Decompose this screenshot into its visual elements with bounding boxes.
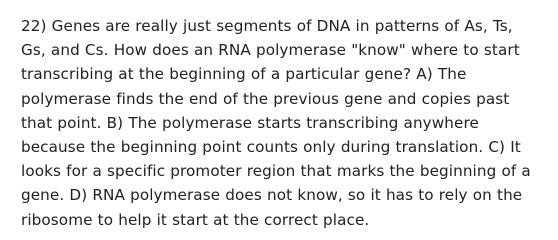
- question-text: 22) Genes are really just segments of DNA in patterns of As, Ts, Gs, and Cs. How does an RNA polymerase "know" where to start transcribing at the beginning of a particular gene? A) The polymerase finds the end of the previous gene and copies past that point. B) The polymerase starts transcribing anywhere because the beginning point counts only during translation. C) It looks for a specific promoter region that marks the beginning of a gene. D) RNA polymerase does not know, so it has to rely on the ribosome to help it start at the correct place.: [21, 17, 531, 229]
